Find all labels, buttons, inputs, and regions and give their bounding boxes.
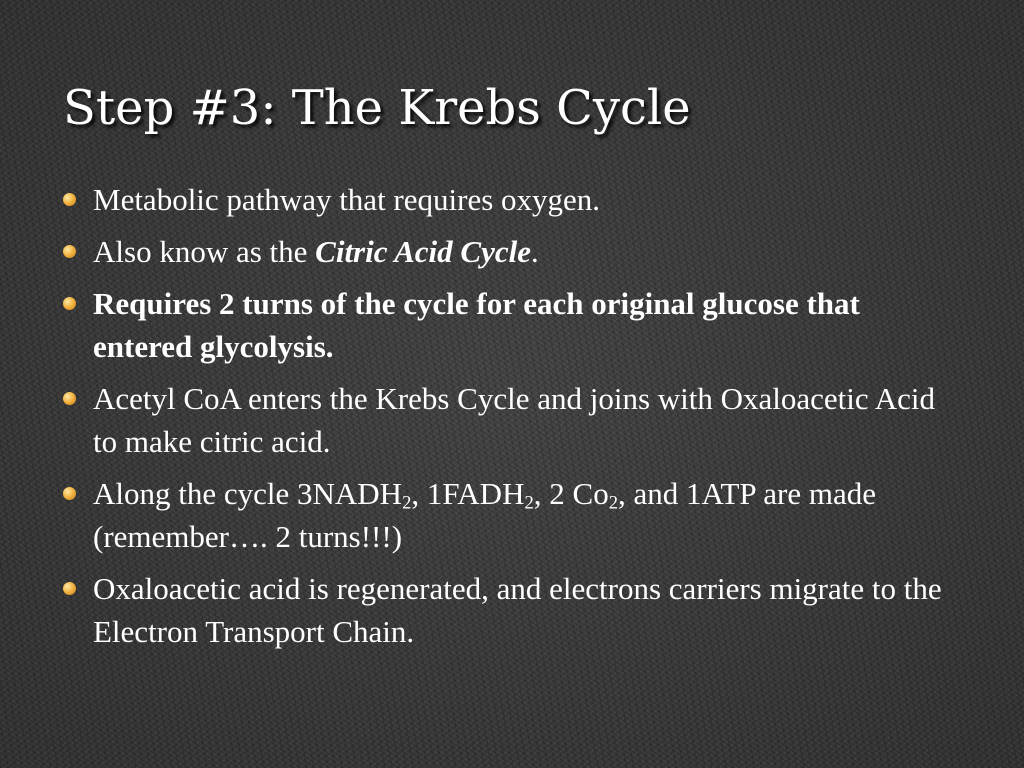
bullet-item-1 xyxy=(62,178,962,221)
bullet-text: Along the cycle 3NADH xyxy=(93,476,403,511)
bullet-dot-icon xyxy=(63,582,76,595)
bullet-text: Oxaloacetic acid is regenerated, and electrons carriers migrate to the Electron Transport Chain. xyxy=(93,571,942,649)
bullet-item-2 xyxy=(62,230,962,273)
bullet-text: . xyxy=(530,234,539,269)
bullet-text: Also know as the xyxy=(93,234,316,269)
bullet-text: , 2 Co xyxy=(533,476,609,511)
subscript: 2 xyxy=(402,492,412,514)
bullet-dot-icon xyxy=(63,487,76,500)
slide-title: Step #3: The Krebs Cycle xyxy=(63,80,691,136)
bullet-dot-icon xyxy=(63,297,76,310)
bullet-text: , 1FADH xyxy=(411,476,525,511)
subscript: 2 xyxy=(524,492,534,514)
bullet-text: , and 1ATP are made (remember…. 2 turns!!!) xyxy=(93,476,876,554)
bullet-dot-icon xyxy=(63,392,76,405)
bullet-item-6 xyxy=(62,567,962,653)
bullet-emphasis: Citric Acid Cycle xyxy=(315,234,531,269)
bullet-text: Requires 2 turns of the cycle for each original glucose that entered glycolysis. xyxy=(93,286,860,364)
bullet-dot-icon xyxy=(63,245,76,258)
bullet-dot-icon xyxy=(63,193,76,206)
bullet-text: Metabolic pathway that requires oxygen. xyxy=(93,182,601,217)
bullet-item-3 xyxy=(62,282,962,368)
bullet-text: Acetyl CoA enters the Krebs Cycle and joins with Oxaloacetic Acid to make citric acid. xyxy=(93,381,935,459)
bullet-item-4 xyxy=(62,377,962,463)
bullet-item-5 xyxy=(62,472,962,558)
bullet-list xyxy=(62,178,962,662)
subscript: 2 xyxy=(608,492,618,514)
